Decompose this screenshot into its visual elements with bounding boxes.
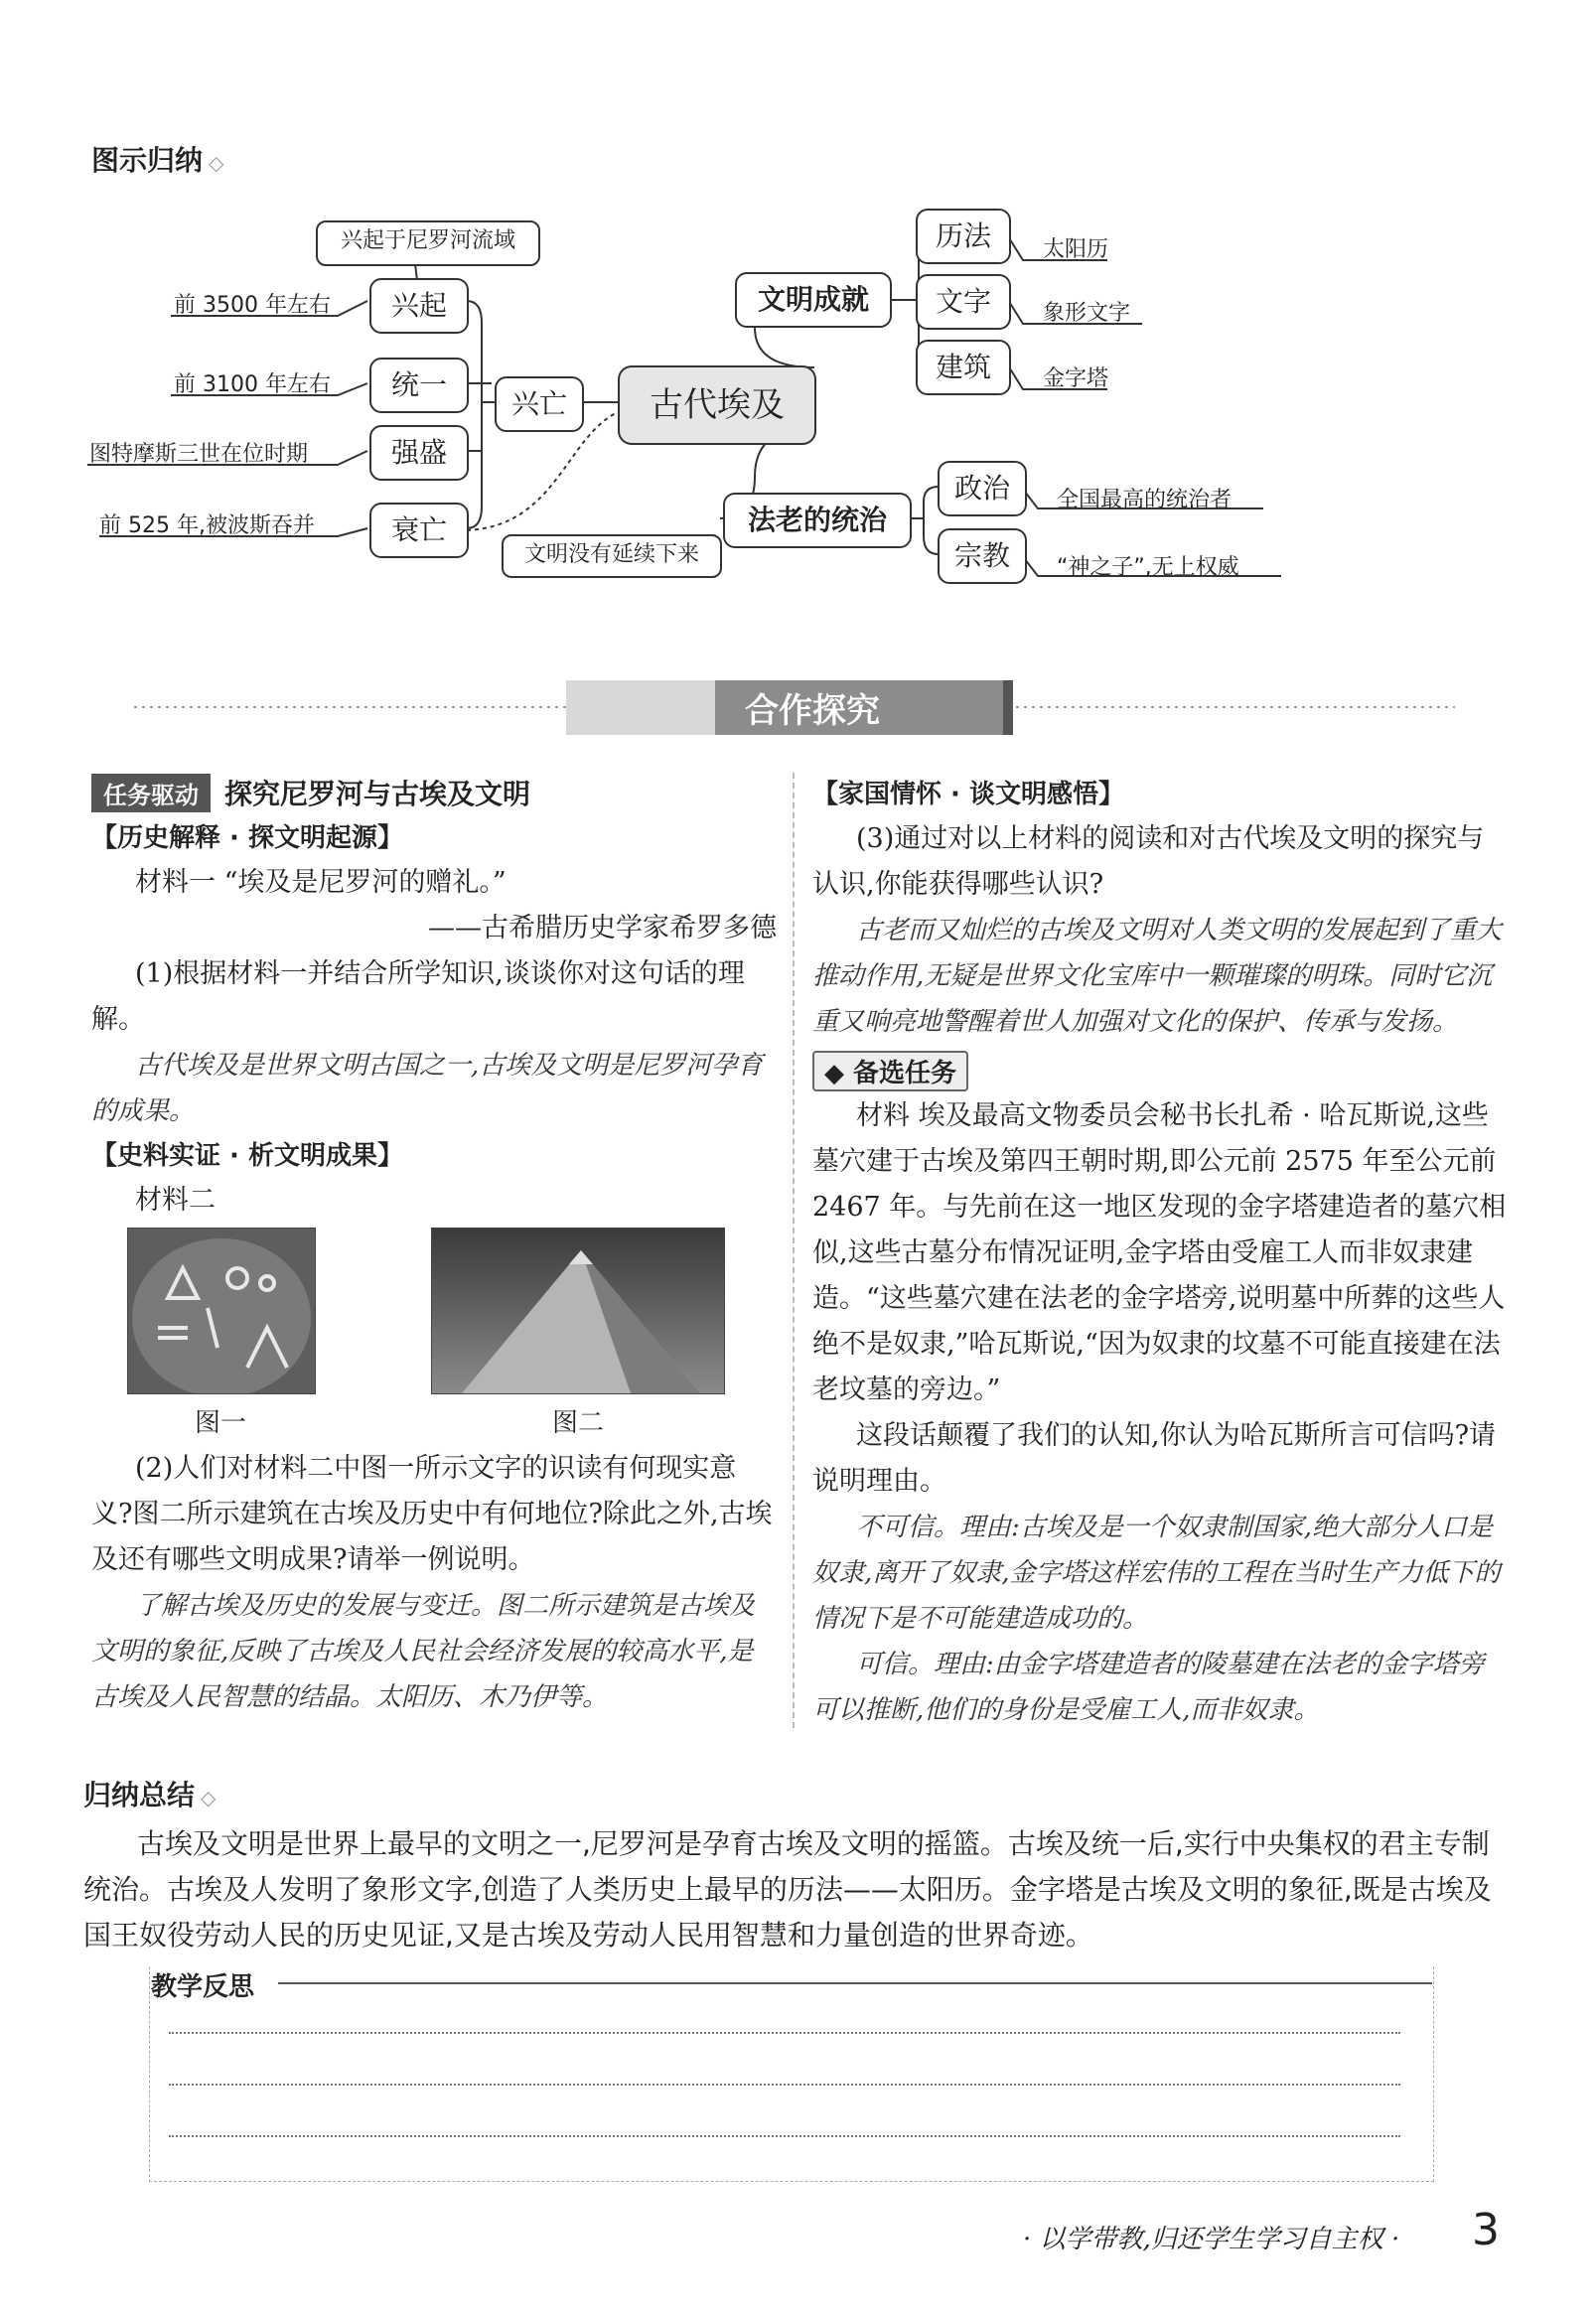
reflection-box: [149, 1966, 1434, 2182]
section-patriotism-title: 【家国情怀 · 谈文明感悟】: [812, 780, 1124, 809]
answer-not-credible: 不可信。理由:古埃及是一个奴隶制国家,绝大部分人口是奴隶,离开了奴隶,金字塔这样宏伟的工程在当时生产力低下的情况下是不可能建造成功的。: [812, 1513, 1501, 1634]
stage-decline-note: 前 525 年,被波斯吞并: [99, 513, 315, 538]
answer-1: 古代埃及是世界文明古国之一,古埃及文明是尼罗河孕育的成果。: [91, 1051, 764, 1126]
ach-building-note: 金字塔: [1043, 366, 1109, 391]
section-explain-title: 【历史解释 · 探文明起源】: [91, 823, 403, 853]
optional-task-tag: ◆ 备选任务: [812, 1051, 968, 1091]
reflection-label: 教学反思: [151, 1972, 255, 2002]
ach-writing-note: 象形文字: [1043, 301, 1131, 326]
rule-politics-note: 全国最高的统治者: [1057, 488, 1233, 512]
left-column: [91, 773, 777, 1224]
rise-fall-node: 兴亡: [495, 376, 584, 432]
reflection-line: [169, 2032, 1400, 2034]
photo-hieroglyph: [127, 1228, 316, 1394]
stage-unify-note: 前 3100 年左右: [174, 372, 331, 397]
ach-writing: 文字: [916, 274, 1011, 330]
rule-religion: 宗教: [938, 528, 1027, 584]
left-column-lower: [91, 1446, 777, 1720]
callout-origin: 兴起于尼罗河流域: [316, 220, 540, 266]
section-evidence-title: 【史料实证 · 析文明成果】: [91, 1141, 403, 1171]
question-2: (2)人们对材料二中图一所示文字的识读有何现实意义?图二所示建筑在古埃及历史中有何地位?除此之外,古埃及还有哪些文明成果?请举一例说明。: [91, 1453, 773, 1575]
callout-no-continuation: 文明没有延续下来: [502, 534, 722, 578]
material-1-source: ——古希腊历史学家希罗多德: [428, 913, 777, 943]
pharaoh-rule-node: 法老的统治: [723, 493, 912, 548]
reflection-line: [169, 2084, 1400, 2086]
ach-calendar: 历法: [916, 209, 1011, 264]
optional-question: 这段话颠覆了我们的认知,你认为哈瓦斯所言可信吗?请说明理由。: [812, 1420, 1497, 1497]
diamond-icon: ◇: [209, 151, 224, 175]
stage-rise: 兴起: [369, 278, 469, 334]
conclusion-text: 古埃及文明是世界上最早的文明之一,尼罗河是孕育古埃及文明的摇篮。古埃及统一后,实行中央集权的君主专制统治。古埃及人发明了象形文字,创造了人类历史上最早的历法——太阳历。金字塔是古埃及文明的象征,既是古埃及国王奴役劳动人民的历史见证,又是古埃及劳动人民用智慧和力量创造的世界奇迹。: [83, 1827, 1492, 1952]
stage-peak-note: 图特摩斯三世在位时期: [89, 442, 309, 467]
figure-2-caption: 图二: [552, 1408, 605, 1438]
answer-credible: 可信。理由:由金字塔建造者的陵墓建在法老的金字塔旁可以推断,他们的身份是受雇工人,而非奴隶。: [812, 1650, 1485, 1725]
answer-3: 古老而又灿烂的古埃及文明对人类文明的发展起到了重大推动作用,无疑是世界文化宝库中一颗璀璨的明珠。同时它沉重又响亮地警醒着世人加强对文化的保护、传承与发扬。: [812, 916, 1503, 1037]
photo-pyramid: [431, 1228, 725, 1394]
material-1: 材料一 “埃及是尼罗河的赠礼。”: [135, 867, 507, 898]
conclusion-heading: 归纳总结 ◇: [83, 1779, 217, 1811]
diamond-icon: ◇: [201, 1786, 217, 1809]
rule-politics: 政治: [938, 461, 1027, 516]
stage-rise-note: 前 3500 年左右: [174, 293, 331, 318]
stage-peak: 强盛: [369, 425, 469, 481]
figure-1-caption: 图一: [195, 1408, 247, 1438]
answer-2: 了解古埃及历史的发展与变迁。图二所示建筑是古埃及文明的象征,反映了古埃及人民社会经济发展的较高水平,是古埃及人民智慧的结晶。太阳历、木乃伊等。: [91, 1591, 756, 1712]
question-3: (3)通过对以上材料的阅读和对古代埃及文明的探究与认识,你能获得哪些认识?: [812, 823, 1485, 900]
stage-unify: 统一: [369, 358, 469, 413]
material-2: 材料二: [135, 1185, 216, 1216]
center-node: 古代埃及: [618, 365, 816, 445]
diamond-icon: ◆: [824, 1059, 854, 1088]
optional-material: 材料 埃及最高文物委员会秘书长扎希 · 哈瓦斯说,这些墓穴建于古埃及第四王朝时期,即公元前 2575 年至公元前 2467 年。与先前在这一地区发现的金字塔建造者的墓穴相似,这些古墓分布情况证明,金字塔由受雇工人而非奴隶建造。“这些墓穴建在法老的金字塔旁,说明墓中所葬的这些人绝不是奴隶,”哈瓦斯说,“因为奴隶的坟墓不可能直接建在法老坟墓的旁边。”: [812, 1100, 1507, 1405]
footer-slogan: · 以学带教,归还学生学习自主权 ·: [1023, 2225, 1400, 2254]
column-divider: [793, 773, 795, 1728]
ach-calendar-note: 太阳历: [1043, 237, 1109, 262]
task-title: 探究尼罗河与古埃及文明: [224, 778, 531, 810]
banner-title: 合作探究: [745, 691, 880, 731]
summary-heading: 图示归纳 ◇: [91, 144, 224, 177]
ach-building: 建筑: [916, 340, 1011, 395]
reflection-line: [169, 2135, 1400, 2137]
right-column: [812, 773, 1508, 1733]
achievements-node: 文明成就: [735, 272, 892, 328]
page-number: 3: [1472, 2205, 1500, 2255]
rule-religion-note: “神之子”,无上权威: [1057, 555, 1239, 580]
question-1: (1)根据材料一并结合所学知识,谈谈你对这句话的理解。: [91, 958, 745, 1035]
stage-decline: 衰亡: [369, 503, 469, 558]
task-tag: 任务驱动: [91, 774, 211, 812]
